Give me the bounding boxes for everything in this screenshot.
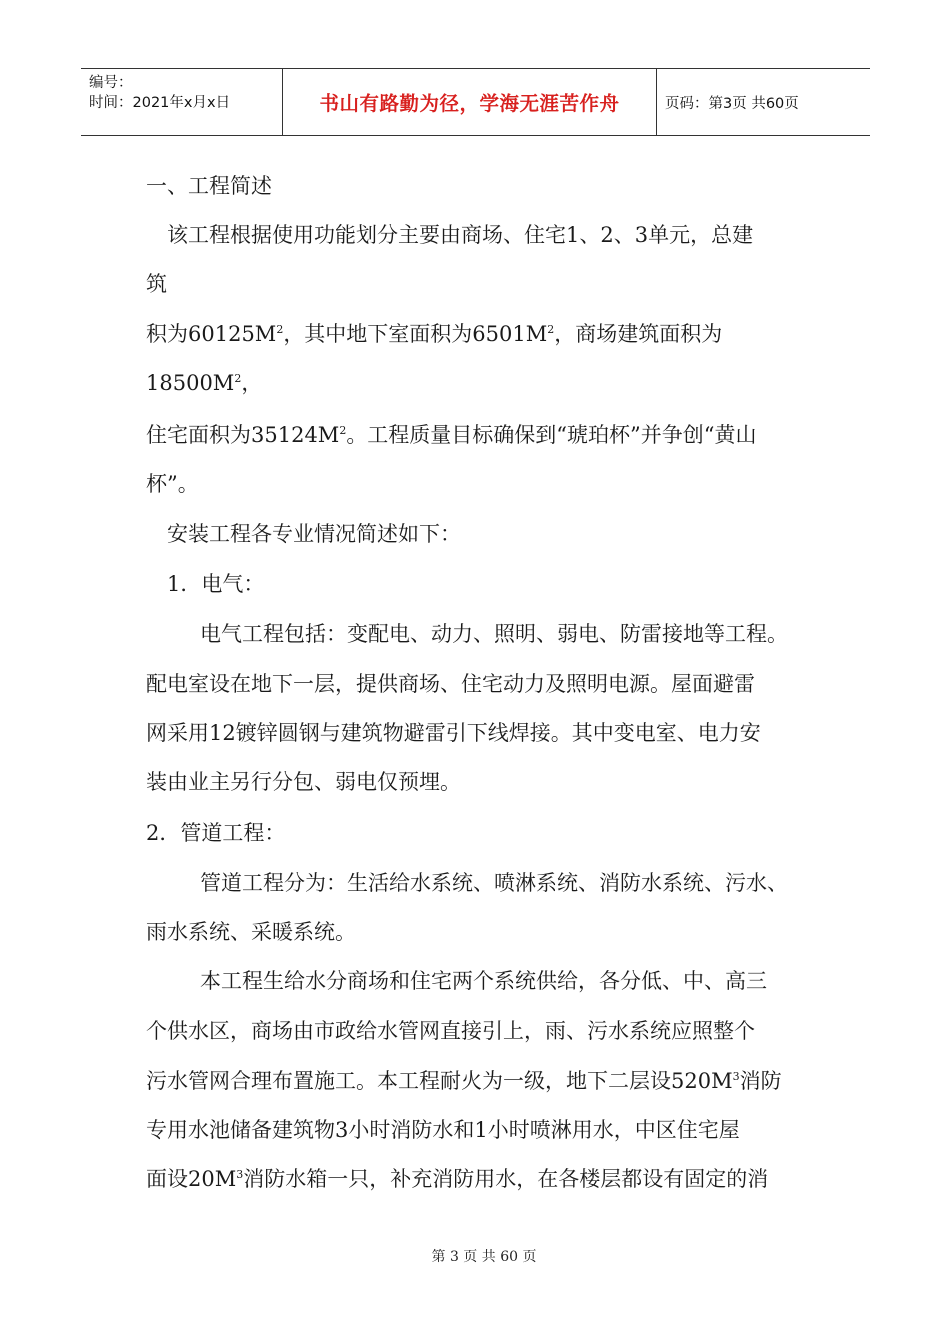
text-run: ，其中地下室面积为6501M — [283, 322, 548, 346]
document-header — [81, 68, 870, 136]
text-run: 消防 — [739, 1069, 782, 1093]
document-time-label: 时间：2021年x月x日 — [89, 95, 231, 111]
paragraph-line — [146, 421, 757, 449]
superscript: 3 — [732, 1070, 740, 1083]
text-run: 18500M — [146, 371, 235, 395]
superscript: 2 — [547, 323, 555, 336]
paragraph-line: 该工程根据使用功能划分主要由商场、住宅1、2、3单元，总建 — [167, 223, 754, 247]
paragraph-line — [146, 369, 262, 397]
paragraph-line: 杯”。 — [146, 472, 199, 496]
text-run: 。工程质量目标确保到“琥珀杯”并争创“黄山 — [346, 423, 757, 447]
superscript: 2 — [339, 424, 347, 437]
paragraph-line: 电气工程包括：变配电、动力、照明、弱电、防雷接地等工程。 — [200, 622, 788, 646]
paragraph-line — [146, 1067, 782, 1095]
header-page-label: 页码：第3页 共60页 — [665, 95, 799, 112]
paragraph-line: 配电室设在地下一层，提供商场、住宅动力及照明电源。屋面避雷 — [146, 672, 755, 696]
superscript: 2 — [276, 323, 284, 336]
header-meta-cell — [81, 69, 283, 135]
paragraph-line: 雨水系统、采暖系统。 — [146, 920, 356, 944]
header-motto: 书山有路勤为径，学海无涯苦作舟 — [319, 92, 620, 115]
superscript: 2 — [234, 372, 242, 385]
paragraph-line: 管道工程分为：生活给水系统、喷淋系统、消防水系统、污水、 — [200, 871, 788, 895]
paragraph-line: 专用水池储备建筑物3小时消防水和1小时喷淋用水，中区住宅屋 — [146, 1118, 740, 1142]
header-page-cell — [657, 69, 870, 135]
text-run: ， — [241, 371, 263, 395]
subsection-heading: 2．管道工程： — [146, 821, 286, 845]
text-run: 消防水箱一只，补充消防用水，在各楼层都设有固定的消 — [243, 1167, 769, 1191]
text-run: 面设20M — [146, 1167, 237, 1191]
page-footer: 第 3 页 共 60 页 — [431, 1249, 537, 1265]
text-run: ，商场建筑面积为 — [554, 322, 723, 346]
document-number-label: 编号： — [89, 75, 133, 91]
paragraph-line — [146, 1165, 768, 1193]
paragraph-line: 筑 — [146, 272, 167, 296]
text-run: 住宅面积为35124M — [146, 423, 340, 447]
header-motto-cell — [283, 69, 657, 135]
paragraph-line — [146, 320, 722, 348]
section-heading: 一、工程简述 — [146, 174, 272, 198]
paragraph-line: 个供水区，商场由市政给水管网直接引上，雨、污水系统应照整个 — [146, 1019, 755, 1043]
paragraph-line: 本工程生给水分商场和住宅两个系统供给，各分低、中、高三 — [200, 969, 767, 993]
subsection-heading: 1．电气： — [167, 572, 265, 596]
text-run: 积为60125M — [146, 322, 277, 346]
text-run: 污水管网合理布置施工。本工程耐火为一级，地下二层设520M — [146, 1069, 733, 1093]
paragraph-line: 装由业主另行分包、弱电仅预埋。 — [146, 770, 461, 794]
superscript: 3 — [236, 1168, 244, 1181]
paragraph-line: 网采用12镀锌圆钢与建筑物避雷引下线焊接。其中变电室、电力安 — [146, 721, 761, 745]
paragraph-line: 安装工程各专业情况简述如下： — [167, 522, 461, 546]
